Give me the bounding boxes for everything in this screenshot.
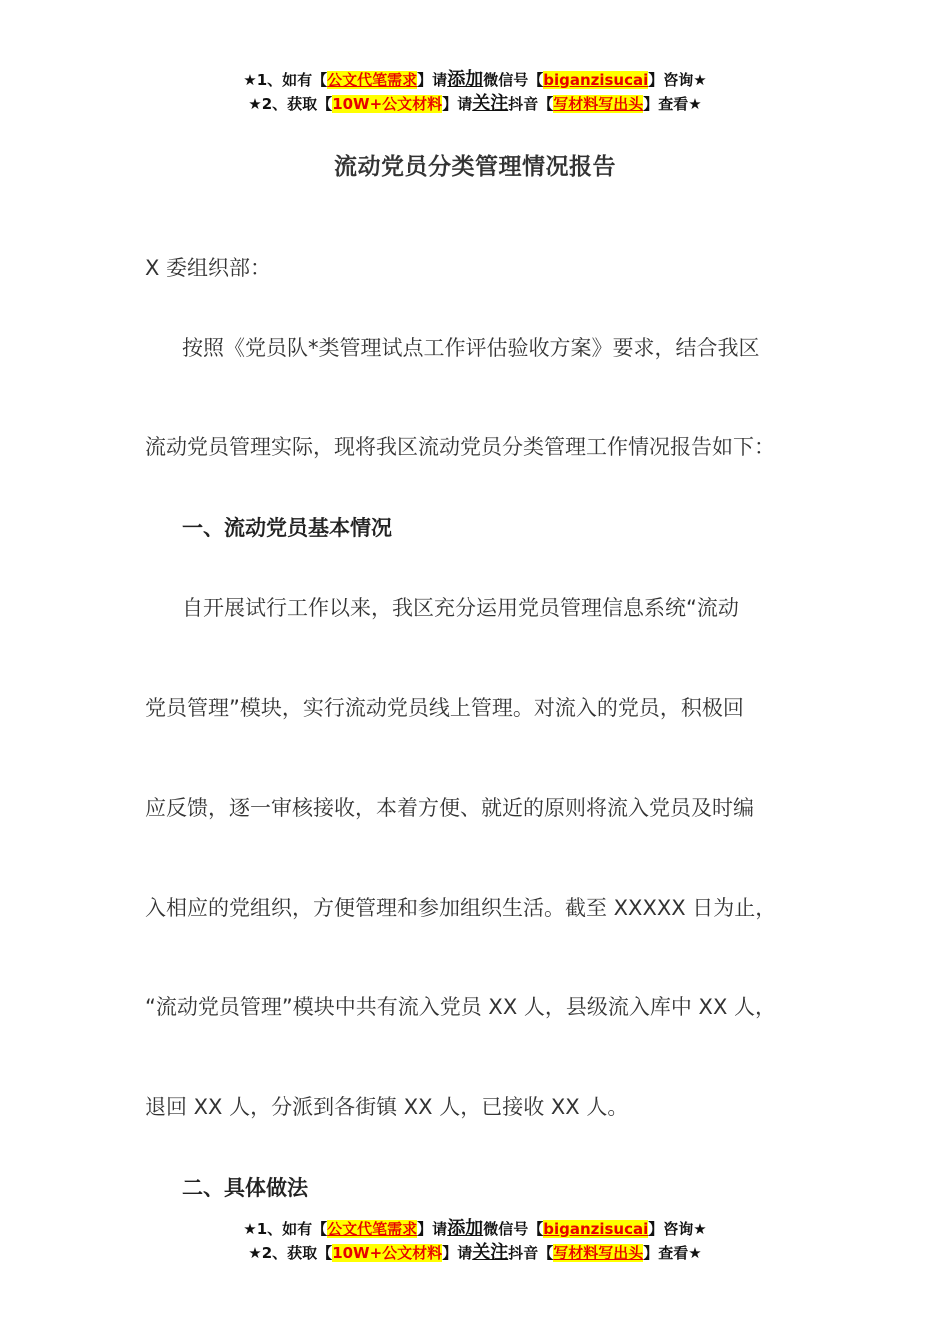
banner-text: 】请 [442, 95, 473, 113]
paragraph-line: 应反馈，逐一审核接收，本着方便、就近的原则将流入党员及时编 [145, 796, 754, 820]
salutation: X 委组织部： [145, 256, 272, 280]
paragraph-line: 按照《党员队*类管理试点工作评估验收方案》要求，结合我区 [182, 336, 760, 360]
section-heading-2: 二、具体做法 [182, 1176, 308, 1200]
document-title: 流动党员分类管理情况报告 [334, 154, 616, 180]
banner-highlight-wechat: biganzisucai [543, 1220, 649, 1238]
paragraph-line: 流动党员管理实际，现将我区流动党员分类管理工作情况报告如下： [145, 435, 775, 459]
banner-text: 】咨询★ [648, 71, 707, 89]
banner-text: 】查看★ [643, 95, 702, 113]
banner-highlight-materials: 10W+公文材料 [332, 95, 443, 113]
banner-text: 】请 [417, 1220, 448, 1238]
banner-highlight-douyin: 写材料写出头 [553, 95, 644, 113]
banner-line-1 [0, 1217, 950, 1241]
banner-text: ★2、获取【 [248, 1244, 333, 1262]
banner-highlight-wechat: biganzisucai [543, 71, 649, 89]
banner-highlight-service: 公文代笔需求 [327, 71, 418, 89]
section-heading-1: 一、流动党员基本情况 [182, 516, 392, 540]
banner-line-2 [0, 1241, 950, 1265]
banner-text: 】请 [442, 1244, 473, 1262]
banner-line-2 [0, 92, 950, 116]
paragraph-line: “流动党员管理”模块中共有流入党员 XX 人，县级流入库中 XX 人， [145, 995, 777, 1019]
banner-emphasis: 添加 [447, 69, 484, 90]
banner-text: ★2、获取【 [248, 95, 333, 113]
banner-highlight-service: 公文代笔需求 [327, 1220, 418, 1238]
banner-text: 抖音【 [508, 95, 554, 113]
paragraph-line: 退回 XX 人，分派到各街镇 XX 人，已接收 XX 人。 [145, 1095, 629, 1119]
banner-emphasis: 关注 [472, 1242, 509, 1263]
banner-text: ★1、如有【 [243, 71, 328, 89]
bottom-banner [0, 1217, 950, 1265]
banner-emphasis: 添加 [447, 1218, 484, 1239]
banner-emphasis: 关注 [472, 93, 509, 114]
banner-text: ★1、如有【 [243, 1220, 328, 1238]
banner-line-1 [0, 68, 950, 92]
banner-text: 抖音【 [508, 1244, 554, 1262]
paragraph-line: 自开展试行工作以来，我区充分运用党员管理信息系统“流动 [182, 596, 739, 620]
banner-text: 】咨询★ [648, 1220, 707, 1238]
banner-text: 微信号【 [483, 1220, 544, 1238]
banner-text: 微信号【 [483, 71, 544, 89]
top-banner [0, 68, 950, 116]
banner-highlight-materials: 10W+公文材料 [332, 1244, 443, 1262]
banner-text: 】查看★ [643, 1244, 702, 1262]
paragraph-line: 党员管理”模块，实行流动党员线上管理。对流入的党员，积极回 [145, 696, 744, 720]
banner-highlight-douyin: 写材料写出头 [553, 1244, 644, 1262]
paragraph-line: 入相应的党组织，方便管理和参加组织生活。截至 XXXXX 日为止， [145, 896, 777, 920]
banner-text: 】请 [417, 71, 448, 89]
